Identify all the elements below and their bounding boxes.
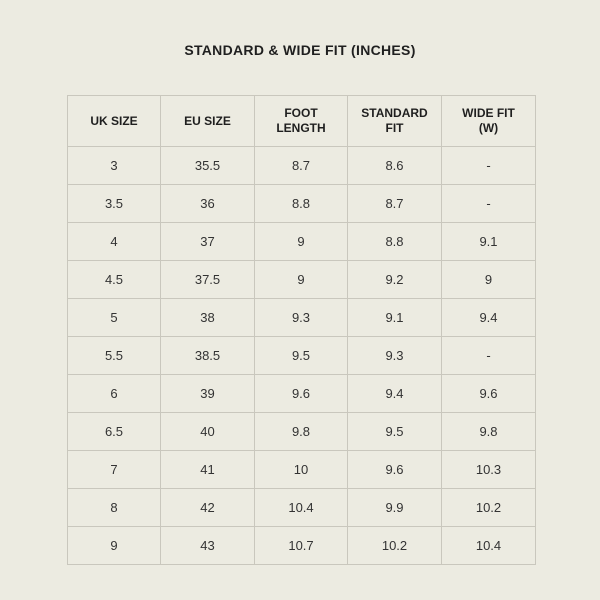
cell-uk-size: 8 [68,489,161,527]
cell-eu-size: 40 [161,413,255,451]
cell-foot-length: 9.6 [255,375,348,413]
cell-wide-fit: 9.1 [442,223,536,261]
cell-uk-size: 4.5 [68,261,161,299]
cell-wide-fit: 9 [442,261,536,299]
cell-foot-length: 8.8 [255,185,348,223]
cell-foot-length: 9 [255,261,348,299]
size-chart-table [67,95,536,565]
header-wide-fit-line1: WIDE FIT [462,106,515,120]
cell-uk-size: 5 [68,299,161,337]
cell-uk-size: 7 [68,451,161,489]
header-uk-size [68,96,161,147]
cell-standard-fit: 9.1 [348,299,442,337]
table-row [68,185,536,223]
header-standard-fit [348,96,442,147]
cell-wide-fit: - [442,185,536,223]
cell-uk-size: 6.5 [68,413,161,451]
page-title: STANDARD & WIDE FIT (INCHES) [184,42,416,58]
cell-standard-fit: 8.6 [348,147,442,185]
cell-eu-size: 41 [161,451,255,489]
table-row [68,413,536,451]
cell-uk-size: 6 [68,375,161,413]
cell-eu-size: 38.5 [161,337,255,375]
cell-standard-fit: 9.5 [348,413,442,451]
header-eu-size-label: EU SIZE [184,113,231,128]
cell-eu-size: 37 [161,223,255,261]
header-foot-length [255,96,348,147]
cell-uk-size: 9 [68,527,161,565]
table-row [68,223,536,261]
cell-wide-fit: 9.6 [442,375,536,413]
cell-foot-length: 9.5 [255,337,348,375]
cell-wide-fit: 9.4 [442,299,536,337]
table-row [68,261,536,299]
header-foot-length-line2: LENGTH [276,121,326,135]
cell-wide-fit: 10.3 [442,451,536,489]
cell-foot-length: 10.4 [255,489,348,527]
header-standard-fit-line2: FIT [385,121,404,135]
cell-wide-fit: - [442,337,536,375]
cell-eu-size: 43 [161,527,255,565]
cell-foot-length: 9.3 [255,299,348,337]
cell-foot-length: 9.8 [255,413,348,451]
cell-standard-fit: 8.7 [348,185,442,223]
table-row [68,337,536,375]
header-uk-size-label: UK SIZE [90,113,138,128]
table-row [68,489,536,527]
cell-eu-size: 36 [161,185,255,223]
cell-foot-length: 9 [255,223,348,261]
cell-standard-fit: 9.2 [348,261,442,299]
cell-uk-size: 4 [68,223,161,261]
cell-wide-fit: 9.8 [442,413,536,451]
cell-standard-fit: 10.2 [348,527,442,565]
header-standard-fit-line1: STANDARD [361,106,428,120]
table-row [68,527,536,565]
cell-eu-size: 37.5 [161,261,255,299]
cell-uk-size: 3 [68,147,161,185]
cell-foot-length: 8.7 [255,147,348,185]
cell-standard-fit: 9.6 [348,451,442,489]
table-header-row [68,96,536,147]
header-wide-fit [442,96,536,147]
cell-eu-size: 38 [161,299,255,337]
table-row [68,299,536,337]
cell-standard-fit: 9.3 [348,337,442,375]
table-row [68,451,536,489]
table-row [68,375,536,413]
cell-eu-size: 39 [161,375,255,413]
cell-uk-size: 5.5 [68,337,161,375]
header-foot-length-line1: FOOT [284,106,318,120]
cell-foot-length: 10.7 [255,527,348,565]
cell-standard-fit: 9.4 [348,375,442,413]
cell-wide-fit: 10.2 [442,489,536,527]
cell-eu-size: 42 [161,489,255,527]
header-wide-fit-line2: (W) [478,121,499,135]
cell-foot-length: 10 [255,451,348,489]
cell-uk-size: 3.5 [68,185,161,223]
cell-wide-fit: - [442,147,536,185]
table-row [68,147,536,185]
cell-eu-size: 35.5 [161,147,255,185]
cell-wide-fit: 10.4 [442,527,536,565]
cell-standard-fit: 8.8 [348,223,442,261]
cell-standard-fit: 9.9 [348,489,442,527]
header-eu-size [161,96,255,147]
